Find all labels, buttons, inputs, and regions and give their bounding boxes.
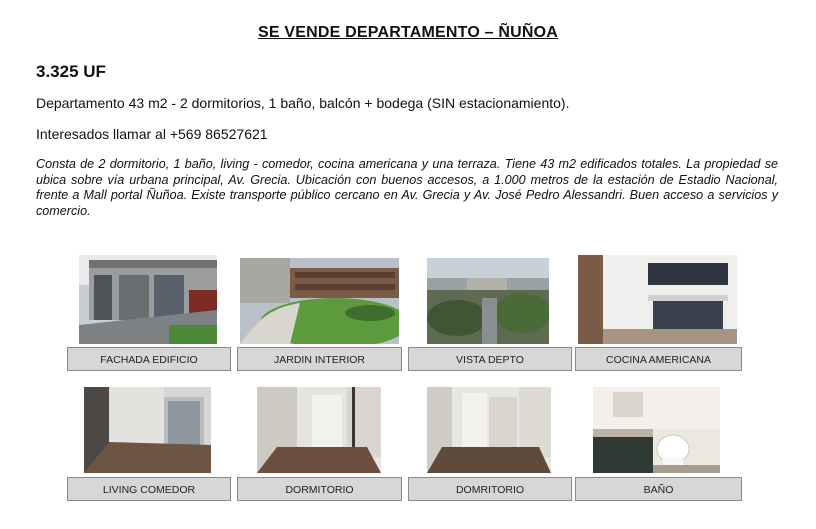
photo-fachada-edificio <box>79 255 217 344</box>
caption-fachada-edificio: FACHADA EDIFICIO <box>67 347 231 371</box>
photo-bano <box>593 387 720 473</box>
photo-vista-depto <box>427 258 549 344</box>
caption-vista-depto: VISTA DEPTO <box>408 347 572 371</box>
caption-dormitorio: DORMITORIO <box>237 477 402 501</box>
photo-dormitorio <box>257 387 381 473</box>
listing-title: SE VENDE DEPARTAMENTO – ÑUÑOA <box>257 24 559 41</box>
caption-living-comedor: LIVING COMEDOR <box>67 477 231 501</box>
photo-cocina-americana <box>578 255 737 344</box>
caption-domritorio: DOMRITORIO <box>408 477 572 501</box>
photo-jardin-interior <box>240 258 399 344</box>
caption-bano: BAÑO <box>575 477 742 501</box>
listing-summary: Departamento 43 m2 - 2 dormitorios, 1 baño, balcón + bodega (SIN estacionamiento). <box>36 95 570 111</box>
photo-living-comedor <box>84 387 211 473</box>
caption-cocina-americana: COCINA AMERICANA <box>575 347 742 371</box>
photo-domritorio <box>427 387 551 473</box>
caption-jardin-interior: JARDIN INTERIOR <box>237 347 402 371</box>
listing-description: Consta de 2 dormitorio, 1 baño, living - comedor, cocina americana y una terraza. Tiene 43 m2 edificados totales. La propiedad se ubica sobre vía urbana principal, Av. Grecia. Ubicación con buenos accesos, a 1.000 metros de la estación de Estadio Nacional, frente a Mall portal Ñuñoa. Existe transporte público cercano en Av. Grecia y Av. José Pedro Alessandri. Buen acceso a servicios y comercio. <box>36 157 778 218</box>
listing-price: 3.325 UF <box>36 62 106 81</box>
listing-contact: Interesados llamar al +569 86527621 <box>36 126 268 142</box>
